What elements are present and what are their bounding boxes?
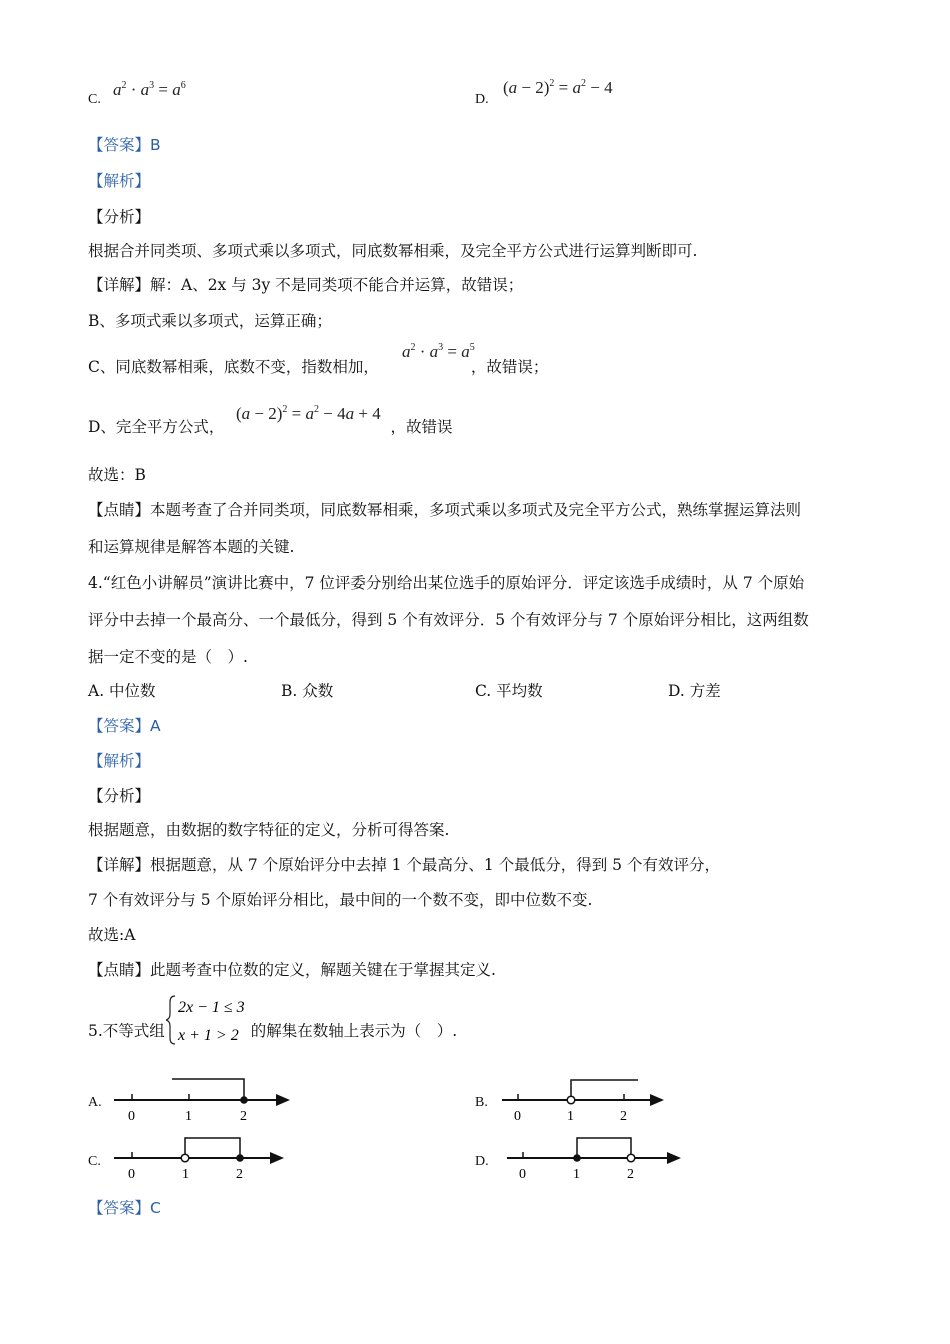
q3-dianjing-2: 和运算规律是解答本题的关键.	[88, 538, 295, 556]
q3-choose: 故选：B	[88, 466, 146, 484]
q3-detail-3: C、同底数幂相乘，底数不变，指数相加， ，故错误；	[88, 358, 549, 376]
svg-text:2x − 1 ≤ 3: 2x − 1 ≤ 3	[178, 999, 245, 1016]
tick-label: 2	[240, 1109, 247, 1124]
tick-label: 1	[185, 1109, 192, 1124]
tick-label: 0	[128, 1109, 135, 1124]
option-d-formula: $(a - 2)^2 = a^2 - 4$	[503, 78, 613, 97]
tick-label: 2	[236, 1167, 243, 1182]
q4-option-d: D. 方差	[668, 682, 721, 700]
q3-detail-4-formula: $(a - 2)^2 = a^2 - 4a + 4$	[236, 404, 381, 423]
q3-dianjing-1: 【点睛】本题考查了合并同类项，同底数幂相乘，多项式乘以多项式及完全平方公式，熟练掌握运算法则	[88, 501, 802, 519]
q4-option-c: C. 平均数	[475, 682, 543, 700]
q3-detail-2: B、多项式乘以多项式，运算正确；	[88, 312, 332, 330]
q4-detail-1: 【详解】根据题意，从 7 个原始评分中去掉 1 个最高分、1 个最低分，得到 5 个有效评分，	[88, 856, 720, 874]
q3-fenxi-text: 根据合并同类项、多项式乘以多项式，同底数幂相乘，及完全平方公式进行运算判断即可.	[88, 242, 698, 260]
q5-option-c-numberline	[112, 1136, 292, 1186]
q5-stem: 5.不等式组 的解集在数轴上表示为（ ）.	[88, 1022, 458, 1040]
q4-analysis-heading: 【解析】	[88, 752, 151, 770]
q3-detail-1: 【详解】解：A、2x 与 3y 不是同类项不能合并运算，故错误；	[88, 276, 524, 294]
q3-answer: 【答案】B	[88, 136, 161, 154]
q5-option-b-label: B.	[475, 1095, 488, 1110]
tick-label: 1	[567, 1109, 574, 1124]
q4-fenxi-heading: 【分析】	[88, 787, 151, 805]
q3-detail-4: D、完全平方公式， ，故错误	[88, 418, 453, 436]
tick-label: 0	[519, 1167, 526, 1182]
q4-option-a: A. 中位数	[88, 682, 156, 700]
option-d-label: D.	[475, 92, 489, 107]
option-c-formula: $a^2 \cdot a^3 = a^6$	[113, 80, 186, 99]
q3-analysis-heading: 【解析】	[88, 172, 151, 190]
option-c-label: C.	[88, 92, 101, 107]
q5-option-a-numberline	[112, 1076, 292, 1126]
tick-label: 2	[627, 1167, 634, 1182]
inequality-system	[166, 992, 256, 1048]
q4-stem-3: 据一定不变的是（ ）.	[88, 648, 248, 666]
q4-option-b: B. 众数	[281, 682, 334, 700]
q5-answer: 【答案】C	[88, 1199, 161, 1217]
q5-option-d-label: D.	[475, 1154, 489, 1169]
tick-label: 0	[514, 1109, 521, 1124]
q5-option-b-numberline	[500, 1076, 680, 1126]
q4-answer: 【答案】A	[88, 717, 161, 735]
q4-detail-2: 7 个有效评分与 5 个原始评分相比，最中间的一个数不变，即中位数不变.	[88, 891, 593, 909]
tick-label: 2	[620, 1109, 627, 1124]
tick-label: 0	[128, 1167, 135, 1182]
q4-choose: 故选:A	[88, 926, 136, 944]
svg-text:x + 1 > 2: x + 1 > 2	[178, 1027, 239, 1044]
tick-label: 1	[573, 1167, 580, 1182]
q5-option-a-label: A.	[88, 1095, 102, 1110]
q4-dianjing: 【点睛】此题考查中位数的定义，解题关键在于掌握其定义.	[88, 961, 496, 979]
q3-detail-3-formula: $a^2 \cdot a^3 = a^5$	[402, 342, 475, 361]
q3-fenxi-heading: 【分析】	[88, 208, 151, 226]
q5-option-c-label: C.	[88, 1154, 101, 1169]
q4-fenxi-text: 根据题意，由数据的数字特征的定义，分析可得答案.	[88, 821, 450, 839]
q4-stem-2: 评分中去掉一个最高分、一个最低分，得到 5 个有效评分．5 个有效评分与 7 个原始评分相比，这两组数	[88, 611, 809, 629]
q5-option-d-numberline	[505, 1136, 695, 1186]
q4-stem-1: 4.“红色小讲解员”演讲比赛中，7 位评委分别给出某位选手的原始评分．评定该选手成绩时，从 7 个原始	[88, 574, 805, 592]
tick-label: 1	[182, 1167, 189, 1182]
